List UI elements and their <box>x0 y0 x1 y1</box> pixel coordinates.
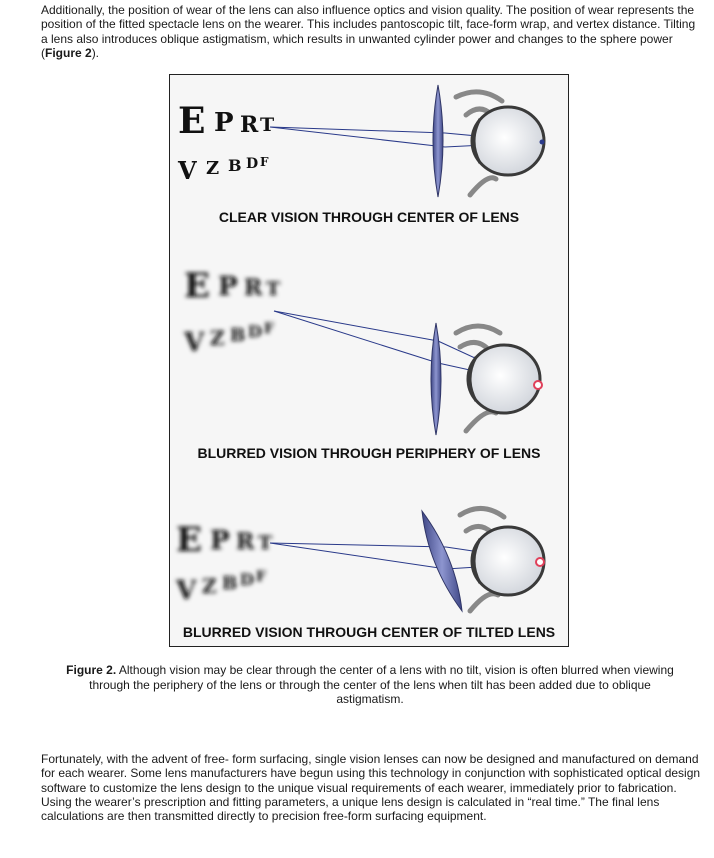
chart-letter: R <box>244 275 263 301</box>
panel-title: BLURRED VISION THROUGH PERIPHERY OF LENS <box>197 445 541 461</box>
panel-tilted-lens <box>175 508 555 640</box>
chart-letter: B <box>228 156 242 175</box>
caption-line-2: through the periphery of the lens or through the center of the lens when tilt has been added due to oblique astigmatism. <box>89 677 651 706</box>
chart-letter: V <box>184 328 205 358</box>
chart-letter: P <box>214 108 234 138</box>
focus-point <box>540 140 545 145</box>
eye <box>472 527 544 595</box>
chart-letter: V <box>176 576 197 606</box>
panel-periphery-blur <box>183 266 542 461</box>
chart-letter: Z <box>202 574 217 598</box>
focus-point-blur <box>536 558 544 566</box>
chart-letter: E <box>178 100 206 142</box>
eye <box>468 345 540 413</box>
chart-letter: Z <box>210 326 225 350</box>
chart-letter: R <box>236 529 255 555</box>
chart-letter: E <box>184 266 210 306</box>
chart-letter: P <box>218 272 238 302</box>
chart-letter: R <box>240 112 259 138</box>
chart-letter: T <box>258 532 273 554</box>
intro-text: Additionally, the position of wear of the lens can also influence optics and vision quality. The position of wear represents the position of the fitted spectacle lens on the wearer. This includes pantoscopic tilt, face-form wrap, and vertex distance. Tilting a lens also introduces oblique astigmatism, which results in unwanted cylinder power and changes to the sphere power ( <box>41 3 696 60</box>
focus-point-blur <box>534 381 542 389</box>
figure-illustration <box>170 75 568 646</box>
closing-paragraph: Fortunately, with the advent of free- form surfacing, single vision lenses can now be designed and manufactured on demand for each wearer. Some lens manufacturers have begun using this technology in conjunction with sophisticated optical design software to customize the lens design to the unique visual requirements of each wearer, immediately prior to fabrication. Using the wearer’s prescription and fitting parameters, a unique lens design is calculated in “real time.” The final lens calculations are then transmitted directly to precision free-form surfacing equipment. <box>41 752 701 824</box>
eye-chart <box>177 100 274 185</box>
eye-chart-blurred <box>183 266 280 358</box>
chart-letter: V <box>178 156 197 185</box>
chart-letter: P <box>210 526 230 556</box>
chart-letter: E <box>176 520 202 560</box>
panel-title: BLURRED VISION THROUGH CENTER OF TILTED LENS <box>182 624 556 640</box>
figure-reference: Figure 2 <box>45 45 92 60</box>
eye-chart-blurred <box>175 520 272 606</box>
panel-clear-vision <box>177 85 545 225</box>
figure-caption <box>55 663 685 707</box>
chart-letter: D <box>248 322 262 341</box>
chart-letter: B <box>230 325 246 346</box>
chart-letter: T <box>260 114 275 136</box>
chart-letter: F <box>256 569 266 585</box>
caption-line-1 <box>55 663 685 678</box>
chart-letter: F <box>260 155 269 169</box>
figure-2 <box>169 74 569 647</box>
chart-letter: T <box>266 278 281 300</box>
eye <box>472 107 544 175</box>
intro-paragraph <box>41 3 701 60</box>
tilted-lens <box>422 511 462 611</box>
chart-letter: D <box>240 570 254 589</box>
panel-title: CLEAR VISION THROUGH CENTER OF LENS <box>218 209 520 225</box>
caption-label: Figure 2. <box>66 663 117 677</box>
lens <box>433 85 443 197</box>
intro-text-end: ). <box>91 45 100 60</box>
chart-letter: Z <box>206 158 220 179</box>
chart-letter: F <box>264 321 274 337</box>
chart-letter: D <box>246 156 259 172</box>
caption-text: Although vision may be clear through the center of a lens with no tilt, vision is often blurred when viewing <box>116 663 674 677</box>
chart-letter: B <box>222 573 238 594</box>
